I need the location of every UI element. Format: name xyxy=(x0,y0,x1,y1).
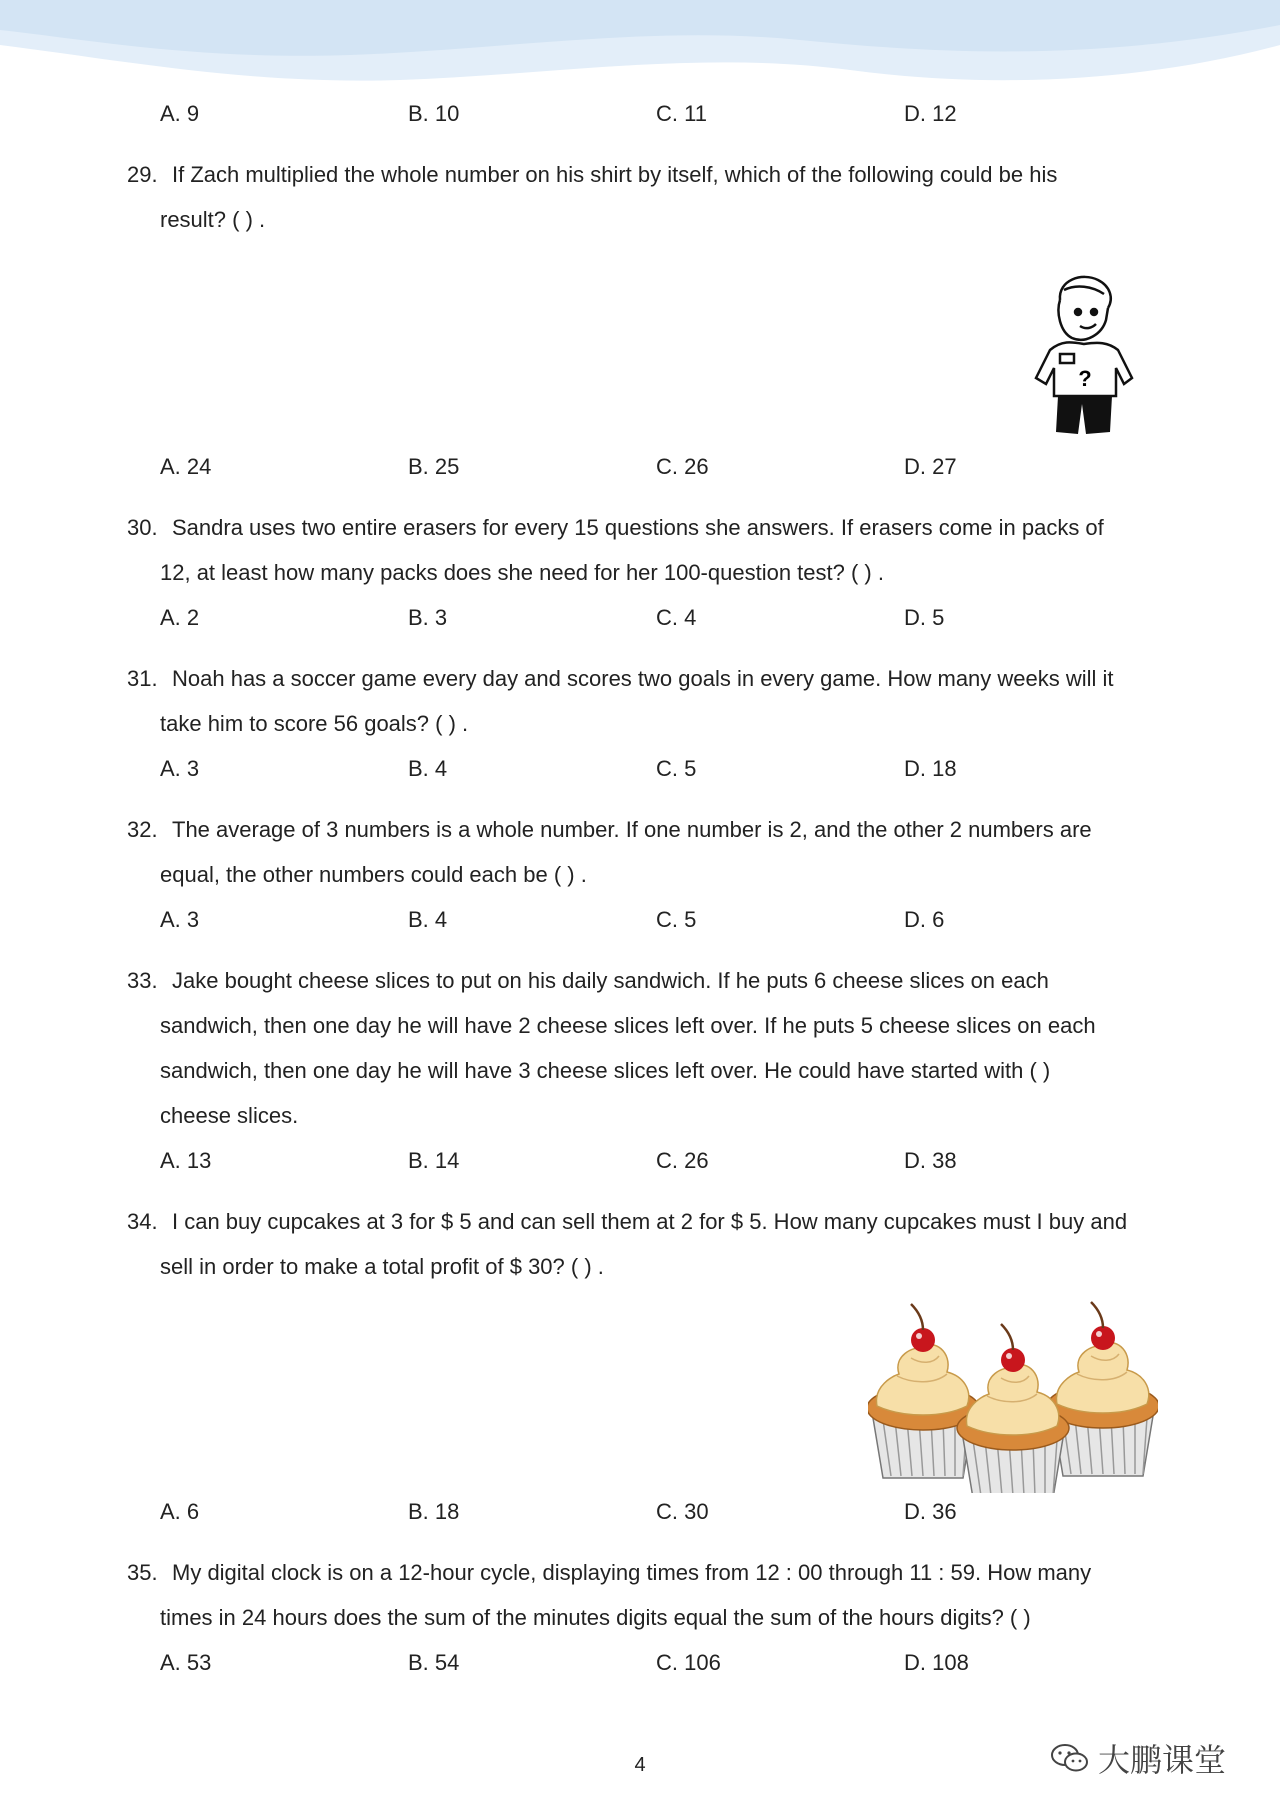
option-d[interactable]: D. 6 xyxy=(904,907,945,932)
cupcakes-image xyxy=(868,1288,1158,1493)
question-number: 30. xyxy=(127,515,158,540)
option-a[interactable]: A. 6 xyxy=(160,1499,200,1524)
wechat-icon xyxy=(1050,1742,1090,1774)
option-b[interactable]: B. 4 xyxy=(408,756,448,781)
page-number: 4 xyxy=(634,1754,646,1776)
question-number: 31. xyxy=(127,666,158,691)
question-text: The average of 3 numbers is a whole number. If one number is 2, and the other 2 numbers are xyxy=(172,817,1092,842)
option-b[interactable]: B. 4 xyxy=(408,907,448,932)
option-a[interactable]: A. 3 xyxy=(160,907,200,932)
option-b[interactable]: B. 14 xyxy=(408,1148,460,1173)
option-c[interactable]: C. 26 xyxy=(656,454,709,479)
header-wave-decoration xyxy=(0,0,1280,95)
option-a[interactable]: A. 53 xyxy=(160,1650,212,1675)
option-d[interactable]: D. 5 xyxy=(904,605,945,630)
option-b[interactable]: B. 10 xyxy=(408,101,460,126)
option-d[interactable]: D. 18 xyxy=(904,756,957,781)
shirt-question-mark: ? xyxy=(1078,366,1092,391)
question-text: Sandra uses two entire erasers for every 15 questions she answers. If erasers come in packs of xyxy=(172,515,1104,540)
question-text: 12, at least how many packs does she need for her 100-question test? ( ) . xyxy=(160,560,884,585)
question-number: 29. xyxy=(127,162,158,187)
option-a[interactable]: A. 2 xyxy=(160,605,200,630)
question-text: cheese slices. xyxy=(160,1103,299,1128)
question-text: Jake bought cheese slices to put on his daily sandwich. If he puts 6 cheese slices on each xyxy=(172,968,1049,993)
question-number: 33. xyxy=(127,968,158,993)
question-text: take him to score 56 goals? ( ) . xyxy=(160,711,469,736)
option-c[interactable]: C. 30 xyxy=(656,1499,709,1524)
question-number: 35. xyxy=(127,1560,158,1585)
option-a[interactable]: A. 13 xyxy=(160,1148,212,1173)
option-d[interactable]: D. 36 xyxy=(904,1499,957,1524)
option-c[interactable]: C. 5 xyxy=(656,756,697,781)
option-d[interactable]: D. 27 xyxy=(904,454,957,479)
option-b[interactable]: B. 3 xyxy=(408,605,448,630)
option-c[interactable]: C. 106 xyxy=(656,1650,721,1675)
option-b[interactable]: B. 54 xyxy=(408,1650,460,1675)
watermark-text: 大鹏课堂 xyxy=(1098,1742,1227,1778)
option-a[interactable]: A. 3 xyxy=(160,756,200,781)
option-b[interactable]: B. 25 xyxy=(408,454,460,479)
option-d[interactable]: D. 108 xyxy=(904,1650,969,1675)
question-text: sandwich, then one day he will have 2 cheese slices left over. If he puts 5 cheese slices on each xyxy=(160,1013,1096,1038)
option-c[interactable]: C. 26 xyxy=(656,1148,709,1173)
question-number: 34. xyxy=(127,1209,158,1234)
option-c[interactable]: C. 4 xyxy=(656,605,697,630)
watermark xyxy=(1050,1735,1226,1781)
option-c[interactable]: C. 5 xyxy=(656,907,697,932)
question-text: sandwich, then one day he will have 3 cheese slices left over. He could have started with ( ) xyxy=(160,1058,1051,1083)
question-text: My digital clock is on a 12-hour cycle, displaying times from 12 : 00 through 11 : 59. How many xyxy=(172,1560,1092,1585)
question-text: times in 24 hours does the sum of the minutes digits equal the sum of the hours digits? ( ) xyxy=(160,1605,1031,1630)
question-text: result? ( ) . xyxy=(160,207,266,232)
option-d[interactable]: D. 38 xyxy=(904,1148,957,1173)
option-b[interactable]: B. 18 xyxy=(408,1499,460,1524)
option-a[interactable]: A. 9 xyxy=(160,101,200,126)
question-text: Noah has a soccer game every day and scores two goals in every game. How many weeks will it xyxy=(172,666,1114,691)
option-a[interactable]: A. 24 xyxy=(160,454,212,479)
question-text: I can buy cupcakes at 3 for $ 5 and can sell them at 2 for $ 5. How many cupcakes must I buy and xyxy=(172,1209,1128,1234)
boy-with-question-shirt-image xyxy=(1020,272,1140,437)
question-text: If Zach multiplied the whole number on his shirt by itself, which of the following could be his xyxy=(172,162,1058,187)
question-number: 32. xyxy=(127,817,158,842)
question-text: equal, the other numbers could each be ( ) . xyxy=(160,862,587,887)
question-text: sell in order to make a total profit of $ 30? ( ) . xyxy=(160,1254,604,1279)
option-c[interactable]: C. 11 xyxy=(656,101,707,126)
option-d[interactable]: D. 12 xyxy=(904,101,957,126)
